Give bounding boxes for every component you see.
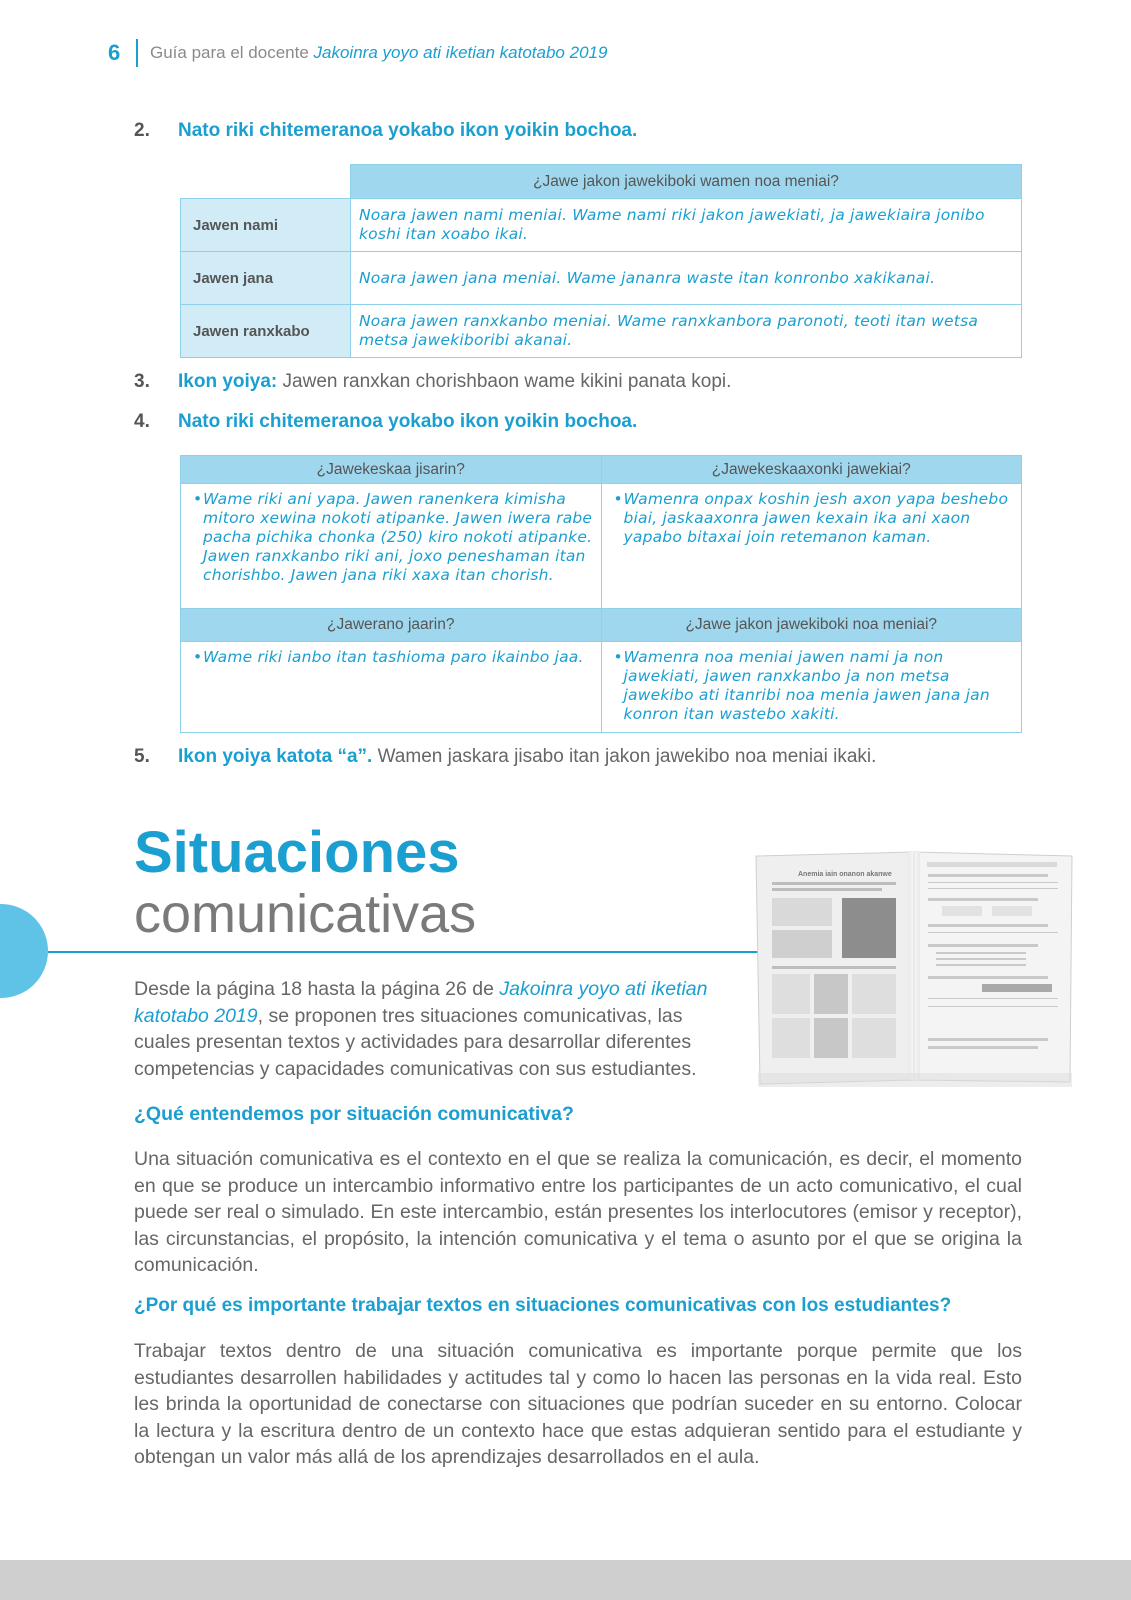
table-row <box>181 252 1022 305</box>
item-number: 3. <box>134 371 150 392</box>
table-row <box>181 199 1022 252</box>
table-header: ¿Jawekeskaa jisarin? <box>181 456 602 484</box>
table-meaning-parts <box>180 164 1022 358</box>
section-title-line2: comunicativas <box>134 884 477 944</box>
item-instruction: Nato riki chitemeranoa yokabo ikon yoikin bochoa. <box>178 411 638 432</box>
guide-text: Guía para el docente <box>150 43 314 62</box>
bullet: • <box>193 490 203 508</box>
item-text: Wamen jaskara jisabo itan jakon jawekibo noa meniai ikaki. <box>372 746 877 767</box>
bullet: • <box>193 648 203 666</box>
item-label: Ikon yoiya: <box>178 371 278 392</box>
decorative-circle <box>0 904 48 998</box>
page-number: 6 <box>108 40 121 65</box>
item-text: Jawen ranxkan chorishbaon wame kikini panata kopi. <box>277 371 732 392</box>
question-heading-1: ¿Qué entendemos por situación comunicativa? <box>134 1103 574 1125</box>
item-3 <box>134 371 731 393</box>
table-header: ¿Jawerano jaarin? <box>181 609 602 642</box>
intro-text-a: Desde la página 18 hasta la página 26 de <box>134 978 500 1000</box>
item-number: 5. <box>134 746 150 767</box>
table-row <box>181 642 1022 733</box>
row-label: Jawen nami <box>181 199 351 252</box>
paragraph-1: Una situación comunicativa es el contexto en el que se realiza la comunicación, es decir, el momento en que se produce un intercambio informativo entre los participantes de un acto comunicativo, el cual puede ser real o simulado. En este intercambio, están presentes los interlocutores (emisor y receptor), las circunstancias, el propósito, la intención comunicativa y el tema o asunto por el que se origina la comunicación. <box>134 1148 1022 1276</box>
question-heading-2: ¿Por qué es importante trabajar textos en situaciones comunicativas con los estudiantes? <box>134 1295 952 1316</box>
bullet: • <box>613 648 623 666</box>
page-header <box>108 38 607 68</box>
answer-text: Wame riki ianbo itan tashioma paro ikainbo jaa. <box>203 648 584 666</box>
answer-text: Wame riki ani yapa. Jawen ranenkera kimisha mitoro xewina nokoti atipanke. Jawen iwera rabe pacha pichika chonka (250) kiro nokoti atipanke. Jawen ranxkanbo riki ani, joxo peneshaman itan chorishbo. Jawen jana riki xaxa itan chorish. <box>203 490 593 584</box>
answer-cell <box>601 484 1022 609</box>
book-page-title: Anemia iain onanon akanwe <box>798 871 892 878</box>
answer-text: Wamenra onpax koshin jesh axon yapa beshebo biai, jaskaaxonra jawen kexain ika ani xaon yapabo bitaxai join retemanon kaman. <box>623 490 1009 546</box>
item-instruction: Nato riki chitemeranoa yokabo ikon yoikin bochoa. <box>178 120 638 141</box>
table-row <box>181 484 1022 609</box>
section-title <box>134 822 476 944</box>
table-header: ¿Jawe jakon jawekiboki wamen noa meniai? <box>351 165 1022 199</box>
item-4 <box>134 411 637 433</box>
running-title <box>150 43 607 63</box>
item-number: 2. <box>134 120 150 141</box>
book-illustration <box>752 848 1077 1093</box>
answer-cell <box>601 642 1022 733</box>
footer-bar <box>0 1560 1131 1600</box>
table-row <box>181 305 1022 358</box>
table-header: ¿Jawekeskaaxonki jawekiai? <box>601 456 1022 484</box>
section-title-line1: Situaciones <box>134 820 460 885</box>
row-answer: Noara jawen ranxkanbo meniai. Wame ranxkanbora paronoti, teoti itan wetsa metsa jawekiboribi akanai. <box>351 305 1022 358</box>
intro-text-b: , se proponen tres situaciones comunicativas, las cuales presentan textos y actividades para desarrollar diferentes competencias y capacidades comunicativas con sus estudiantes. <box>134 1004 697 1080</box>
book-title: Jakoinra yoyo ati iketian katotabo 2019 <box>313 43 608 62</box>
intro-paragraph <box>134 976 734 1082</box>
header-divider <box>136 39 138 67</box>
row-label: Jawen jana <box>181 252 351 305</box>
table-questions <box>180 455 1022 733</box>
row-answer: Noara jawen nami meniai. Wame nami riki jakon jawekiati, ja jawekiaira jonibo koshi itan xoabo ikai. <box>351 199 1022 252</box>
row-label: Jawen ranxkabo <box>181 305 351 358</box>
paragraph-2: Trabajar textos dentro de una situación comunicativa es importante porque permite que los estudiantes desarrollen habilidades y actitudes tal y como lo hacen las personas en la vida real. Esto les brinda la oportunidad de conectarse con situaciones que podrían suceder en su entorno. Colocar la lectura y la escritura dentro de un contexto hace que estas adquieran sentido para el estudiante y obtengan un valor más allá de los aprendizajes desarrollados en el aula. <box>134 1340 1022 1468</box>
table-header: ¿Jawe jakon jawekiboki noa meniai? <box>601 609 1022 642</box>
answer-cell <box>181 484 602 609</box>
intro-book-title: Jakoinra yoyo ati iketian katotabo 2019 <box>134 978 708 1027</box>
item-2 <box>134 120 637 142</box>
empty-corner-cell <box>181 165 351 199</box>
section-divider <box>48 951 760 953</box>
item-number: 4. <box>134 411 150 432</box>
answer-text: Wamenra noa meniai jawen nami ja non jawekiati, jawen ranxkanbo ja non metsa jawekibo ati itanribi noa menia jawen jana jan konron itan wastebo xakiti. <box>623 648 990 723</box>
row-answer: Noara jawen jana meniai. Wame jananra waste itan konronbo xakikanai. <box>351 252 1022 305</box>
item-label: Ikon yoiya katota “a”. <box>178 746 373 767</box>
bullet: • <box>613 490 623 508</box>
answer-cell <box>181 642 602 733</box>
item-5 <box>134 746 876 768</box>
